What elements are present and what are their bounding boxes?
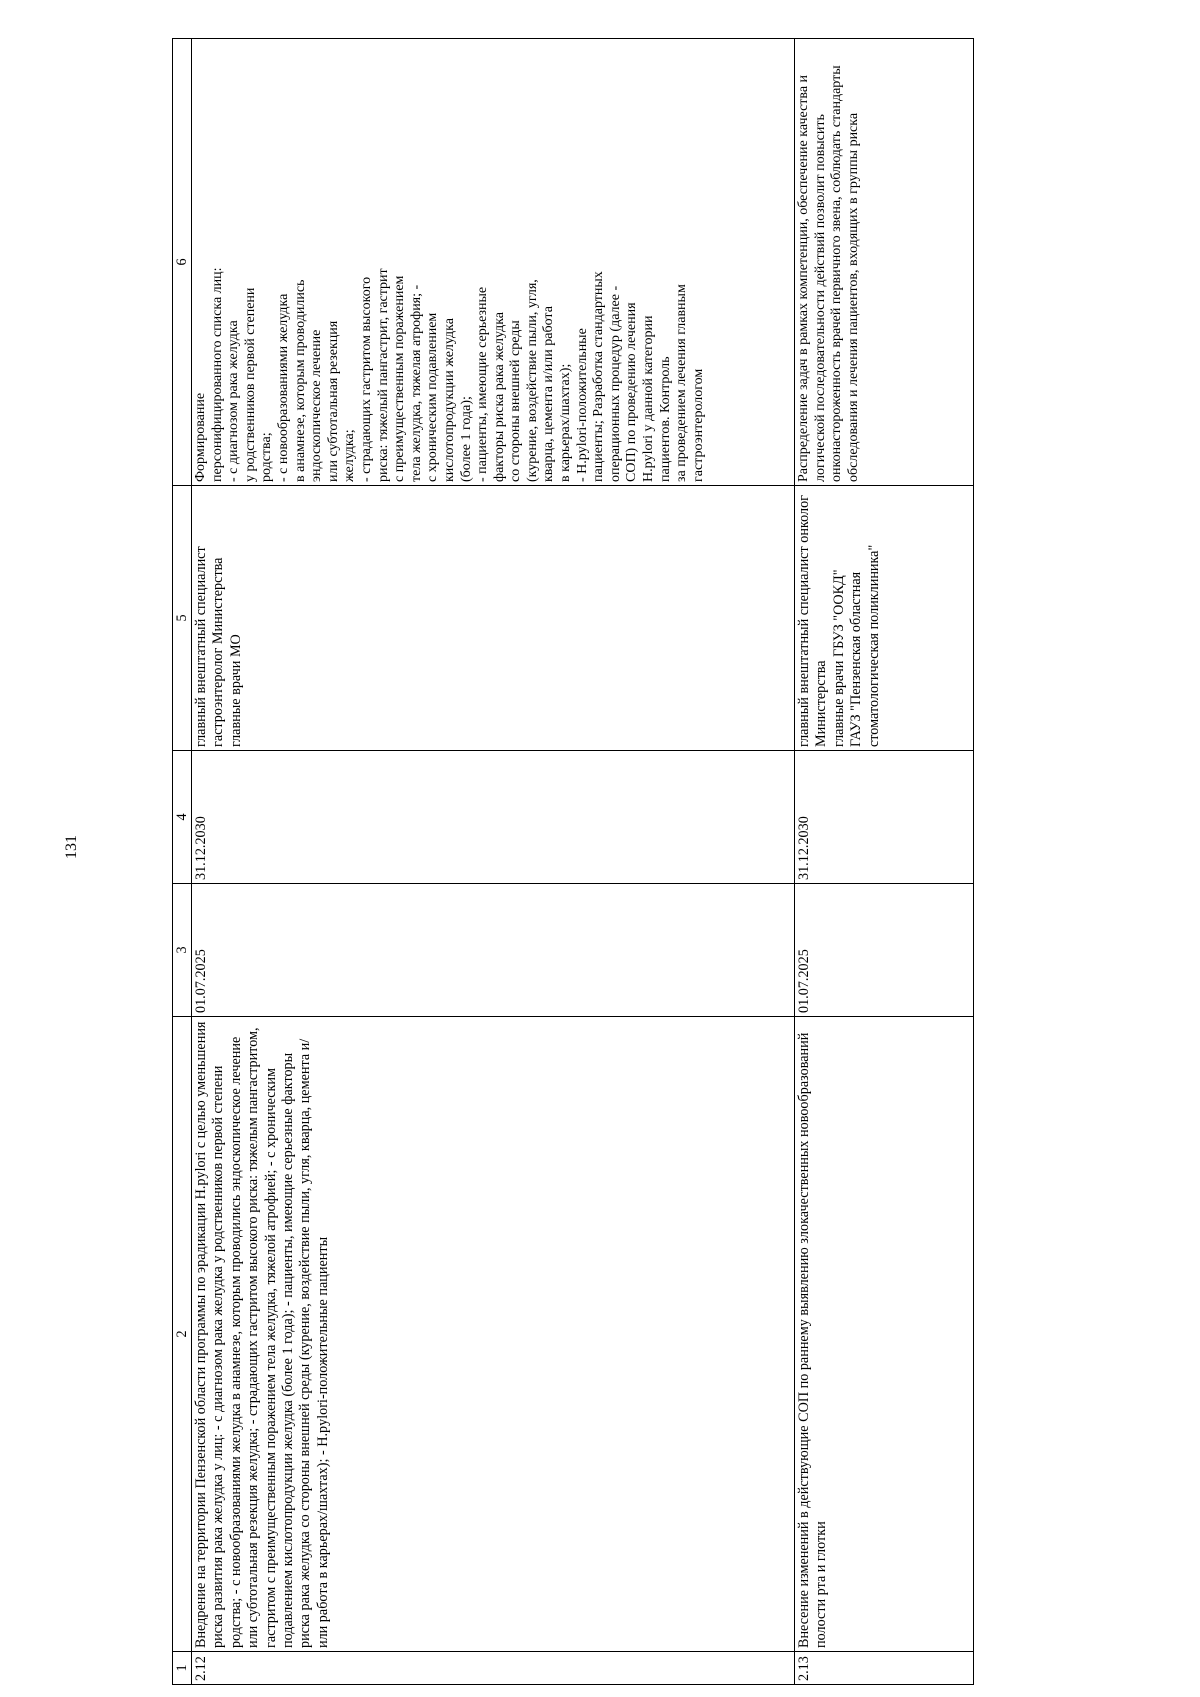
end-date: 31.12.2030 bbox=[795, 751, 974, 884]
table-row bbox=[192, 39, 795, 1685]
page-number: 131 bbox=[63, 835, 80, 859]
col-header-5: 5 bbox=[173, 486, 192, 751]
col-header-2: 2 bbox=[173, 1017, 192, 1652]
start-date: 01.07.2025 bbox=[192, 884, 795, 1017]
row-number: 2.13 bbox=[795, 1652, 974, 1685]
col-header-1: 1 bbox=[173, 1652, 192, 1685]
end-date: 31.12.2030 bbox=[192, 751, 795, 884]
measure-text: Внесение изменений в действующие СОП по раннему выявлению злокачественных новообразований полости рта и глотки bbox=[795, 1017, 974, 1652]
result-text: Формирование персонифицированного списка лиц: - с диагнозом рака желудка у родственников первой степени родства; - с новообразованиями желудка в анамнезе, которым проводились эндоскопическое лечение или субтотальная резекция желудка; - страдающих гастритом высокого риска: тяжелый пангастрит, гастрит с преимущественным поражением тела желудка, тяжелая атрофия; - с хроническим подавлением кислотопродукции желудка (более 1 года); - пациенты, имеющие серьезные факторы риска рака желудка со стороны внешней среды (курение, воздействие пыли, угля, кварца, цемента и/или работа в карьерах/шахтах); - H.pylori-положительные пациенты; Разработка стандартных операционных процедур (далее - СОП) по проведению лечения H.pylori у данной категории пациентов. Контроль за проведением лечения главным гастроэнтерологом bbox=[192, 39, 795, 486]
col-header-6: 6 bbox=[173, 39, 192, 486]
table-row bbox=[795, 39, 974, 1685]
start-date: 01.07.2025 bbox=[795, 884, 974, 1017]
column-number-row bbox=[173, 39, 192, 1685]
col-header-3: 3 bbox=[173, 884, 192, 1017]
rotated-table-container bbox=[172, 45, 1042, 1685]
measure-text: Внедрение на территории Пензенской области программы по эрадикации H.pylori с целью уменьшения риска развития рака желудка у лиц: - с диагнозом рака желудка у родственников первой степени родства; - с новообразованиями желудка в анамнезе, которым проводились эндоскопическое лечение или субтотальная резекция желудка; - страдающих гастритом высокого риска: тяжелым пангастритом, гастритом с преимущественным поражением тела желудка, тяжелой атрофией; - с хроническим подавлением кислотопродукции желудка (более 1 года); - пациенты, имеющие серьезные факторы риска рака желудка со стороны внешней среды (курение, воздействие пыли, угля, кварца, цемента и/или работа в карьерах/шахтах); - H.pylori-положительные пациенты bbox=[192, 1017, 795, 1652]
result-text: Распределение задач в рамках компетенции, обеспечение качества и логической последовательности действий позволит повысить онконастороженность врачей первичного звена, соблюдать стандарты обследования и лечения пациентов, входящих в группы риска bbox=[795, 39, 974, 486]
row-number: 2.12 bbox=[192, 1652, 795, 1685]
col-header-4: 4 bbox=[173, 751, 192, 884]
responsible-text: главный внештатный специалист онколог Министерства главные врачи ГБУЗ "ООКД" ГАУЗ "Пензенская областная стоматологическая поликлиника" bbox=[795, 486, 974, 751]
activity-table bbox=[172, 38, 974, 1685]
responsible-text: главный внештатный специалист гастроэнтеролог Министерства главные врачи МО bbox=[192, 486, 795, 751]
